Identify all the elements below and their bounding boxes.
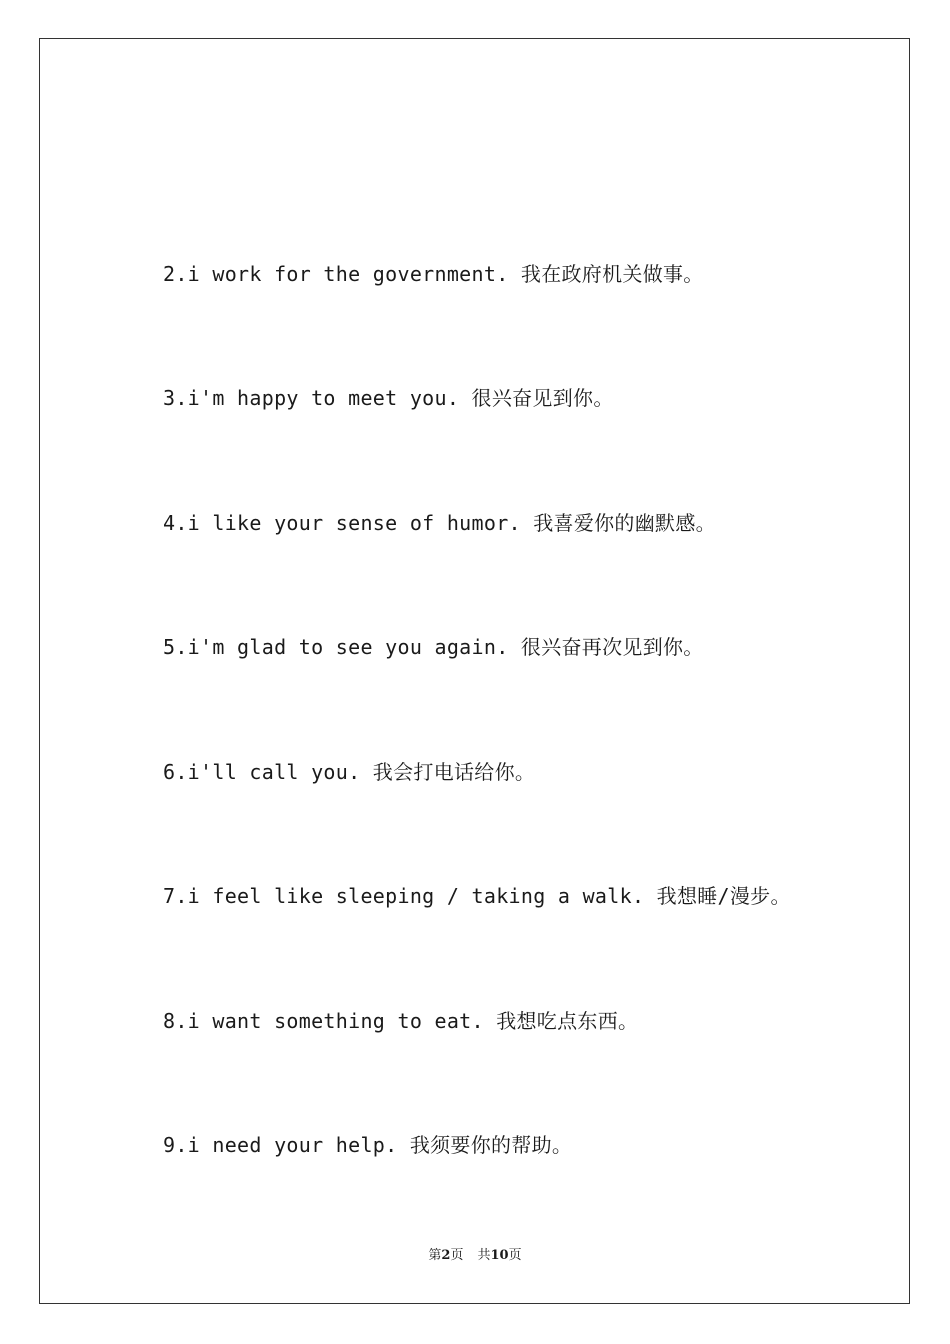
- sentence-item: 3.i'm happy to meet you. 很兴奋见到你。: [163, 386, 614, 410]
- page-footer: [0, 1247, 950, 1265]
- sentence-item: 4.i like your sense of humor. 我喜爱你的幽默感。: [163, 511, 716, 535]
- current-page-number: 2: [441, 1248, 451, 1263]
- sentence-item: 9.i need your help. 我须要你的帮助。: [163, 1133, 573, 1157]
- page-frame: [39, 38, 910, 1304]
- page-number-suffix: 页: [450, 1248, 464, 1263]
- page-number-prefix: 第: [428, 1248, 442, 1263]
- sentence-item: 8.i want something to eat. 我想吃点东西。: [163, 1009, 639, 1033]
- total-pages-prefix: 共: [477, 1248, 491, 1263]
- total-pages-suffix: 页: [508, 1248, 522, 1263]
- sentence-item: 6.i'll call you. 我会打电话给你。: [163, 760, 536, 784]
- sentence-item: 2.i work for the government. 我在政府机关做事。: [163, 262, 704, 286]
- sentence-item: 7.i feel like sleeping / taking a walk. 我想睡/漫步。: [163, 884, 791, 908]
- total-pages-number: 10: [490, 1248, 509, 1263]
- sentence-item: 5.i'm glad to see you again. 很兴奋再次见到你。: [163, 635, 704, 659]
